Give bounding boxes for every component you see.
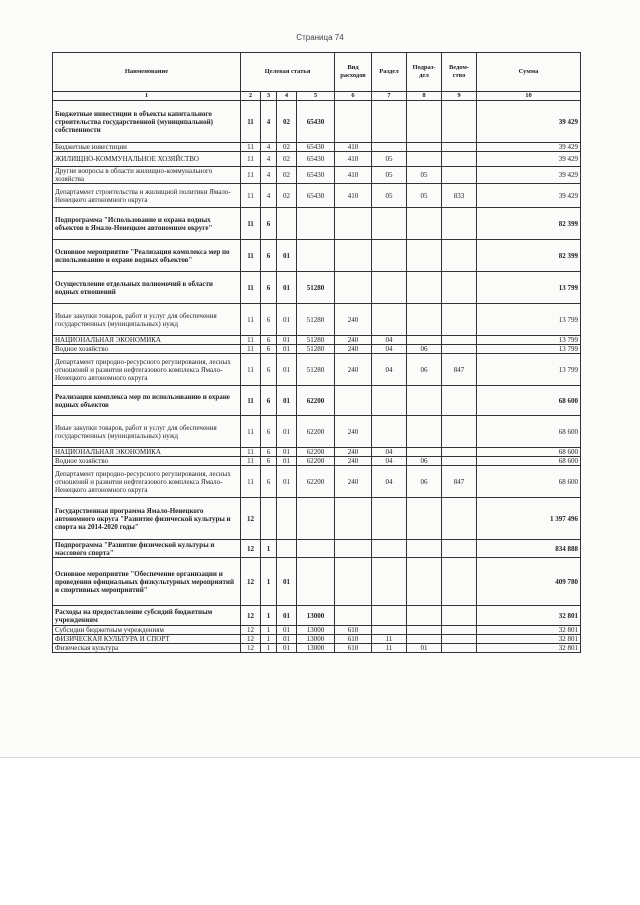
target-article-program: 11 <box>241 416 261 448</box>
department <box>442 345 477 354</box>
amount: 68 600 <box>477 448 581 457</box>
section <box>372 626 407 635</box>
amount: 68 600 <box>477 466 581 498</box>
target-article-event: 01 <box>277 240 297 272</box>
department <box>442 208 477 240</box>
amount: 39 429 <box>477 101 581 143</box>
amount: 68 600 <box>477 386 581 416</box>
subsection: 05 <box>407 184 442 208</box>
target-article-event: 02 <box>277 101 297 143</box>
section <box>372 540 407 558</box>
row-name: Иные закупки товаров, работ и услуг для обеспечения государственных (муниципальных) нужд <box>53 416 241 448</box>
table-row <box>53 457 581 466</box>
target-article-event: 02 <box>277 152 297 167</box>
target-article-event: 01 <box>277 606 297 626</box>
subsection <box>407 448 442 457</box>
target-article-program: 12 <box>241 558 261 606</box>
column-number: 10 <box>477 92 581 101</box>
target-article-direction: 51280 <box>297 354 335 386</box>
subsection: 06 <box>407 345 442 354</box>
section: 05 <box>372 167 407 184</box>
target-article-event: 01 <box>277 336 297 345</box>
target-article-direction: 62200 <box>297 416 335 448</box>
amount: 39 429 <box>477 152 581 167</box>
expense-type <box>335 386 372 416</box>
target-article-direction: 62200 <box>297 466 335 498</box>
row-name: Физическая культура <box>53 644 241 653</box>
subsection <box>407 606 442 626</box>
target-article-subprogram: 6 <box>261 416 277 448</box>
section <box>372 386 407 416</box>
target-article-program: 12 <box>241 606 261 626</box>
section: 04 <box>372 457 407 466</box>
row-name: Иные закупки товаров, работ и услуг для обеспечения государственных (муниципальных) нужд <box>53 304 241 336</box>
target-article-subprogram: 6 <box>261 208 277 240</box>
table-row <box>53 606 581 626</box>
column-number: 2 <box>241 92 261 101</box>
column-number: 9 <box>442 92 477 101</box>
amount: 13 799 <box>477 272 581 304</box>
row-name: Департамент природно-ресурсного регулирования, лесных отношений и развития нефтегазового комплекса Ямало-Ненецкого автономного округа <box>53 466 241 498</box>
target-article-program: 12 <box>241 498 261 540</box>
row-name: Основное мероприятие "Реализация комплекса мер по использованию и охране водных объектов" <box>53 240 241 272</box>
table-row <box>53 336 581 345</box>
header-expense-type: Вид расходов <box>335 53 372 92</box>
expense-type: 240 <box>335 466 372 498</box>
expense-type: 240 <box>335 345 372 354</box>
target-article-event: 01 <box>277 272 297 304</box>
amount: 13 799 <box>477 345 581 354</box>
target-article-subprogram: 6 <box>261 448 277 457</box>
expense-type: 240 <box>335 416 372 448</box>
target-article-direction: 65430 <box>297 152 335 167</box>
target-article-event <box>277 208 297 240</box>
header-section: Раздел <box>372 53 407 92</box>
target-article-program: 12 <box>241 540 261 558</box>
target-article-subprogram: 1 <box>261 626 277 635</box>
target-article-program: 11 <box>241 448 261 457</box>
column-number: 4 <box>277 92 297 101</box>
target-article-subprogram: 6 <box>261 457 277 466</box>
table-row <box>53 354 581 386</box>
section: 05 <box>372 152 407 167</box>
target-article-event: 01 <box>277 386 297 416</box>
table-row <box>53 386 581 416</box>
row-name: НАЦИОНАЛЬНАЯ ЭКОНОМИКА <box>53 448 241 457</box>
subsection: 06 <box>407 354 442 386</box>
section: 04 <box>372 466 407 498</box>
column-number: 7 <box>372 92 407 101</box>
table-row <box>53 626 581 635</box>
amount: 409 780 <box>477 558 581 606</box>
column-number: 8 <box>407 92 442 101</box>
target-article-subprogram: 4 <box>261 143 277 152</box>
expense-type: 610 <box>335 635 372 644</box>
expense-type <box>335 208 372 240</box>
section <box>372 304 407 336</box>
section <box>372 606 407 626</box>
target-article-subprogram: 6 <box>261 354 277 386</box>
target-article-program: 11 <box>241 167 261 184</box>
target-article-event: 01 <box>277 626 297 635</box>
target-article-program: 11 <box>241 272 261 304</box>
target-article-direction: 65430 <box>297 167 335 184</box>
target-article-event: 02 <box>277 184 297 208</box>
subsection <box>407 101 442 143</box>
target-article-program: 11 <box>241 466 261 498</box>
table-row <box>53 416 581 448</box>
expense-type: 410 <box>335 184 372 208</box>
target-article-event <box>277 540 297 558</box>
table-row <box>53 558 581 606</box>
expense-type: 410 <box>335 167 372 184</box>
table-row <box>53 466 581 498</box>
target-article-subprogram: 6 <box>261 336 277 345</box>
target-article-program: 11 <box>241 240 261 272</box>
scan-edge <box>0 757 640 758</box>
amount: 1 397 496 <box>477 498 581 540</box>
amount: 13 799 <box>477 354 581 386</box>
department <box>442 304 477 336</box>
target-article-subprogram: 6 <box>261 345 277 354</box>
row-name: ЖИЛИЩНО-КОММУНАЛЬНОЕ ХОЗЯЙСТВО <box>53 152 241 167</box>
subsection <box>407 386 442 416</box>
expense-type: 610 <box>335 644 372 653</box>
target-article-subprogram: 6 <box>261 304 277 336</box>
department <box>442 386 477 416</box>
subsection <box>407 558 442 606</box>
amount: 39 429 <box>477 167 581 184</box>
department: 833 <box>442 184 477 208</box>
target-article-direction: 65430 <box>297 143 335 152</box>
row-name: Реализация комплекса мер по использованию и охране водных объектов <box>53 386 241 416</box>
section: 04 <box>372 354 407 386</box>
subsection <box>407 143 442 152</box>
target-article-subprogram: 1 <box>261 558 277 606</box>
subsection <box>407 304 442 336</box>
target-article-subprogram: 1 <box>261 635 277 644</box>
row-name: Водное хозяйство <box>53 345 241 354</box>
target-article-event <box>277 498 297 540</box>
department <box>442 240 477 272</box>
expense-type <box>335 606 372 626</box>
department <box>442 448 477 457</box>
expense-type: 240 <box>335 336 372 345</box>
section <box>372 416 407 448</box>
section <box>372 498 407 540</box>
section <box>372 143 407 152</box>
amount: 13 799 <box>477 304 581 336</box>
subsection <box>407 540 442 558</box>
target-article-direction: 51280 <box>297 272 335 304</box>
section: 11 <box>372 644 407 653</box>
column-number: 5 <box>297 92 335 101</box>
subsection <box>407 152 442 167</box>
target-article-direction: 51280 <box>297 336 335 345</box>
subsection <box>407 240 442 272</box>
target-article-event: 01 <box>277 457 297 466</box>
target-article-direction: 13000 <box>297 606 335 626</box>
department <box>442 101 477 143</box>
table-row <box>53 540 581 558</box>
row-name: Подпрограмма "Использование и охрана водных объектов в Ямало-Ненецком автономном округе" <box>53 208 241 240</box>
target-article-event: 01 <box>277 558 297 606</box>
expense-type: 240 <box>335 457 372 466</box>
amount: 32 801 <box>477 644 581 653</box>
row-name: Подпрограмма "Развитие физической культуры и массового спорта" <box>53 540 241 558</box>
section: 04 <box>372 345 407 354</box>
header-department: Ведом-ство <box>442 53 477 92</box>
section <box>372 208 407 240</box>
table-row <box>53 644 581 653</box>
target-article-subprogram: 4 <box>261 101 277 143</box>
target-article-direction: 62200 <box>297 448 335 457</box>
target-article-subprogram: 1 <box>261 644 277 653</box>
subsection <box>407 272 442 304</box>
expense-type <box>335 272 372 304</box>
subsection: 06 <box>407 457 442 466</box>
header-target-article: Целевая статья <box>241 53 335 92</box>
expense-type: 410 <box>335 143 372 152</box>
header-row <box>53 53 581 92</box>
target-article-direction <box>297 240 335 272</box>
subsection <box>407 336 442 345</box>
target-article-direction <box>297 498 335 540</box>
target-article-direction <box>297 540 335 558</box>
amount: 13 799 <box>477 336 581 345</box>
row-name: Департамент строительства и жилищной политики Ямало-Ненецкого автономного округа <box>53 184 241 208</box>
row-name: Департамент природно-ресурсного регулирования, лесных отношений и развития нефтегазового комплекса Ямало-Ненецкого автономного округа <box>53 354 241 386</box>
amount: 68 600 <box>477 457 581 466</box>
target-article-program: 11 <box>241 184 261 208</box>
header-amount: Сумма <box>477 53 581 92</box>
target-article-event: 01 <box>277 354 297 386</box>
target-article-direction: 62200 <box>297 386 335 416</box>
section: 05 <box>372 184 407 208</box>
table-row <box>53 208 581 240</box>
expense-type <box>335 558 372 606</box>
department <box>442 416 477 448</box>
department <box>442 167 477 184</box>
expense-type: 610 <box>335 626 372 635</box>
target-article-subprogram: 4 <box>261 184 277 208</box>
target-article-subprogram: 4 <box>261 152 277 167</box>
column-number: 1 <box>53 92 241 101</box>
table-row <box>53 101 581 143</box>
target-article-direction: 51280 <box>297 304 335 336</box>
target-article-program: 11 <box>241 457 261 466</box>
department <box>442 540 477 558</box>
target-article-program: 11 <box>241 101 261 143</box>
section <box>372 240 407 272</box>
section <box>372 558 407 606</box>
target-article-event: 01 <box>277 448 297 457</box>
department <box>442 626 477 635</box>
table-row <box>53 498 581 540</box>
row-name: НАЦИОНАЛЬНАЯ ЭКОНОМИКА <box>53 336 241 345</box>
table-row <box>53 184 581 208</box>
table-row <box>53 345 581 354</box>
department <box>442 457 477 466</box>
target-article-program: 11 <box>241 143 261 152</box>
expense-type <box>335 240 372 272</box>
department: 847 <box>442 354 477 386</box>
header-subsection: Подраз-дел <box>407 53 442 92</box>
subsection: 05 <box>407 167 442 184</box>
budget-table <box>52 52 581 653</box>
target-article-subprogram: 6 <box>261 386 277 416</box>
row-name: Субсидии бюджетным учреждениям <box>53 626 241 635</box>
row-name: Основное мероприятие "Обеспечение организации и проведения официальных физкультурных мероприятий и спортивных мероприятий" <box>53 558 241 606</box>
target-article-program: 11 <box>241 152 261 167</box>
amount: 32 801 <box>477 606 581 626</box>
department: 847 <box>442 466 477 498</box>
target-article-direction: 13000 <box>297 644 335 653</box>
target-article-direction: 65430 <box>297 184 335 208</box>
amount: 82 399 <box>477 240 581 272</box>
department <box>442 498 477 540</box>
amount: 68 600 <box>477 416 581 448</box>
row-name: Водное хозяйство <box>53 457 241 466</box>
section: 04 <box>372 336 407 345</box>
target-article-direction: 51280 <box>297 345 335 354</box>
expense-type <box>335 101 372 143</box>
target-article-program: 11 <box>241 386 261 416</box>
target-article-subprogram: 4 <box>261 167 277 184</box>
subsection <box>407 208 442 240</box>
subsection <box>407 626 442 635</box>
target-article-subprogram <box>261 498 277 540</box>
table-row <box>53 152 581 167</box>
table-row <box>53 272 581 304</box>
target-article-event: 01 <box>277 644 297 653</box>
target-article-subprogram: 1 <box>261 540 277 558</box>
target-article-direction <box>297 208 335 240</box>
department <box>442 143 477 152</box>
target-article-event: 01 <box>277 304 297 336</box>
expense-type: 240 <box>335 354 372 386</box>
row-name: ФИЗИЧЕСКАЯ КУЛЬТУРА И СПОРТ <box>53 635 241 644</box>
amount: 32 801 <box>477 626 581 635</box>
section <box>372 101 407 143</box>
target-article-program: 12 <box>241 635 261 644</box>
section <box>372 272 407 304</box>
target-article-event: 01 <box>277 466 297 498</box>
row-name: Другие вопросы в области жилищно-коммунального хозяйства <box>53 167 241 184</box>
target-article-event: 02 <box>277 167 297 184</box>
target-article-event: 01 <box>277 416 297 448</box>
department <box>442 558 477 606</box>
column-number: 6 <box>335 92 372 101</box>
department <box>442 644 477 653</box>
department <box>442 152 477 167</box>
target-article-direction: 13000 <box>297 635 335 644</box>
target-article-event: 02 <box>277 143 297 152</box>
target-article-subprogram: 6 <box>261 466 277 498</box>
amount: 39 429 <box>477 184 581 208</box>
table-row <box>53 143 581 152</box>
target-article-program: 11 <box>241 336 261 345</box>
section: 11 <box>372 635 407 644</box>
target-article-program: 12 <box>241 626 261 635</box>
row-name: Бюджетные инвестиции в объекты капитального строительства государственной (муниципальной) собственности <box>53 101 241 143</box>
department <box>442 272 477 304</box>
expense-type <box>335 498 372 540</box>
target-article-direction <box>297 558 335 606</box>
expense-type <box>335 540 372 558</box>
subsection: 01 <box>407 644 442 653</box>
subsection <box>407 498 442 540</box>
target-article-program: 11 <box>241 345 261 354</box>
expense-type: 410 <box>335 152 372 167</box>
target-article-subprogram: 6 <box>261 272 277 304</box>
target-article-subprogram: 6 <box>261 240 277 272</box>
amount: 39 429 <box>477 143 581 152</box>
target-article-program: 11 <box>241 354 261 386</box>
target-article-program: 12 <box>241 644 261 653</box>
target-article-event: 01 <box>277 345 297 354</box>
amount: 32 801 <box>477 635 581 644</box>
target-article-event: 01 <box>277 635 297 644</box>
subsection <box>407 416 442 448</box>
department <box>442 336 477 345</box>
row-name: Государственная программа Ямало-Ненецкого автономного округа "Развитие физической культуры и спорта на 2014-2020 годы" <box>53 498 241 540</box>
target-article-program: 11 <box>241 304 261 336</box>
amount: 82 399 <box>477 208 581 240</box>
column-number-row <box>53 92 581 101</box>
expense-type: 240 <box>335 448 372 457</box>
target-article-subprogram: 1 <box>261 606 277 626</box>
table-row <box>53 448 581 457</box>
header-name: Наименование <box>53 53 241 92</box>
table-row <box>53 635 581 644</box>
subsection <box>407 635 442 644</box>
table-body <box>53 101 581 653</box>
row-name: Расходы на предоставление субсидий бюджетным учреждениям <box>53 606 241 626</box>
department <box>442 635 477 644</box>
target-article-direction: 13000 <box>297 626 335 635</box>
amount: 834 888 <box>477 540 581 558</box>
target-article-direction: 65430 <box>297 101 335 143</box>
expense-type: 240 <box>335 304 372 336</box>
section: 04 <box>372 448 407 457</box>
table-row <box>53 304 581 336</box>
row-name: Осуществление отдельных полномочий в области водных отношений <box>53 272 241 304</box>
page-label: Страница 74 <box>296 33 344 42</box>
department <box>442 606 477 626</box>
subsection: 06 <box>407 466 442 498</box>
column-number: 3 <box>261 92 277 101</box>
target-article-program: 11 <box>241 208 261 240</box>
table-row <box>53 167 581 184</box>
table-row <box>53 240 581 272</box>
target-article-direction: 62200 <box>297 457 335 466</box>
row-name: Бюджетные инвестиции <box>53 143 241 152</box>
